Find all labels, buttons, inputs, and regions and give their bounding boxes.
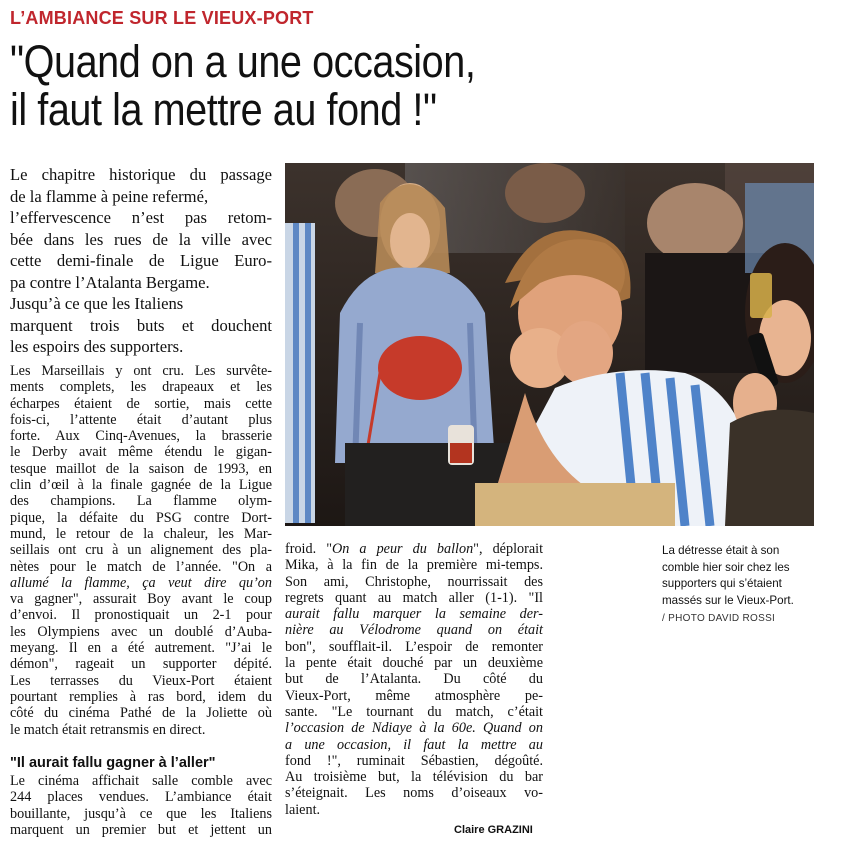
body-line-quote <box>10 575 272 591</box>
body-text: ", déplorait <box>473 541 544 557</box>
body-line: fois-ci, l’attente était d’autant plus <box>10 411 272 428</box>
body-line: Au troisième but, la télévision du bar <box>285 769 543 786</box>
quote-text: On a peur du ballon <box>332 541 474 557</box>
body-line: écharpes étaient de sortie, mais cette <box>10 395 272 412</box>
lead-line: cette demi-finale de Ligue Euro- <box>10 251 272 270</box>
body-line: le Derby avait même étendu le gigan- <box>10 444 272 461</box>
photo-caption <box>662 543 832 628</box>
subheading: "Il aurait fallu gagner à l’aller" <box>10 755 216 771</box>
body-line: tesque maillot de la saison de 1993, en <box>10 460 272 477</box>
body-line: bouillante, jusqu’à ce que les Italiens <box>10 805 272 822</box>
body-line: mund, le retour de la chaleur, les Mar- <box>10 525 272 542</box>
body-line <box>285 541 543 557</box>
body-line-quote <box>285 606 543 622</box>
lead-line: de la flamme à peine refermé, <box>10 186 209 206</box>
body-line: Les Marseillais y ont cru. Les survête- <box>10 363 272 379</box>
body-line: marquent un premier but et jettent un <box>10 821 272 838</box>
caption-line: supporters qui s’étaient <box>662 577 782 590</box>
caption-line: La détresse était à son <box>662 544 780 557</box>
body-line: pique, la défaite du PSG contre Dort- <box>10 509 272 526</box>
body-line: s’éteignait. Les noms d’oiseaux vo- <box>285 785 543 802</box>
lead-line: l’effervescence n’est pas retom- <box>10 208 272 227</box>
body-line: Vieux-Port, même atmosphère pe- <box>285 687 543 704</box>
quote-text: a une occasion, il faut la mettre au <box>285 736 543 753</box>
body-text: froid. " <box>285 541 332 557</box>
body-column-2 <box>285 541 543 818</box>
headline-line-1: "Quand on a une occasion, <box>10 36 476 87</box>
caption-line: comble hier soir chez les <box>662 560 790 574</box>
quote-text: l’occasion de Ndiaye à la 60e. Quand on <box>285 720 543 737</box>
lead-line: les espoirs des supporters. <box>10 337 184 356</box>
body-line: Mika, à la fin de la première mi-temps. <box>285 557 543 574</box>
body-line: va gagner", assurait Boy avant le coup <box>10 591 272 608</box>
section-kicker: L’AMBIANCE SUR LE VIEUX-PORT <box>10 8 314 28</box>
body-line: sante. "Le tournant du match, c’était <box>285 703 543 720</box>
author-byline: Claire GRAZINI <box>454 824 533 836</box>
body-column-1-continued <box>10 773 272 838</box>
body-line: démon", rageait un supporter dépité. <box>10 656 272 673</box>
body-line: forte. Aux Cinq-Avenues, la brasserie <box>10 428 272 445</box>
body-line-quote <box>285 720 543 736</box>
body-line: côté du cinéma Pathé de la Joliette où <box>10 705 272 722</box>
body-line: Les terrasses du Vieux-Port étaient <box>10 672 272 689</box>
supporters-photo-illustration <box>285 163 814 526</box>
lead-line: Jusqu’à ce que les Italiens <box>10 294 184 313</box>
lead-line: Le chapitre historique du passage <box>10 165 272 184</box>
body-line: des champions. La flamme olym- <box>10 493 272 510</box>
lead-line: pa contre l’Atalanta Bergame. <box>10 272 210 292</box>
body-line-quote <box>285 737 543 753</box>
lead-paragraph <box>10 164 272 358</box>
body-line: bon", soufflait-il. L’espoir de remonter <box>285 638 543 655</box>
quote-text: nière au Vélodrome quand on était <box>285 622 543 639</box>
caption-line: massés sur le Vieux-Port. <box>662 593 794 607</box>
headline-line-2: il faut la mettre au fond !" <box>10 84 437 135</box>
body-line: d’envoi. Il pronostiquait un 2-1 pour <box>10 607 272 624</box>
quote-text: allumé la flamme, ça veut dire qu’on <box>10 574 272 591</box>
body-line: clin d’œil à la finale gagnée de la Ligue <box>10 477 272 494</box>
body-line: Le cinéma affichait salle comble avec <box>10 773 272 789</box>
body-line: nètes pour le match de l’année. "On a <box>10 558 272 575</box>
lead-line: bée dans les rues de la ville avec <box>10 229 272 249</box>
body-line: but de l’Atalanta. Du côté du <box>285 671 543 688</box>
body-line: regrets quant au match aller (1-1). "Il <box>285 589 543 606</box>
body-line-quote <box>285 622 543 638</box>
news-photo <box>285 163 814 526</box>
headline <box>10 38 714 134</box>
body-line: fond !", ruminait Sébastien, dégoûté. <box>285 752 543 769</box>
lead-line: marquent trois buts et douchent <box>10 315 272 335</box>
body-line: la pente était douché par un deuxième <box>285 655 543 672</box>
body-line: pourtant remplies à ras bord, idem du <box>10 688 272 705</box>
body-line: les Olympiens avec un doublé d’Auba- <box>10 623 272 640</box>
body-line: ments complets, les drapeaux et les <box>10 379 272 396</box>
photo-credit: / PHOTO DAVID ROSSI <box>662 613 776 624</box>
body-line: laient. <box>285 801 321 818</box>
body-line: Son ami, Christophe, nourrissait des <box>285 573 543 590</box>
quote-text: aurait fallu marquer la semaine der- <box>285 606 543 623</box>
body-column-1 <box>10 363 272 738</box>
body-line: le match était retransmis en direct. <box>10 721 206 738</box>
body-line: meyang. Il en a été autrement. "J’ai le <box>10 640 272 657</box>
body-line: 244 places vendues. L’ambiance était <box>10 789 272 806</box>
body-line: seillais ont cru à un alignement des pla- <box>10 542 272 559</box>
